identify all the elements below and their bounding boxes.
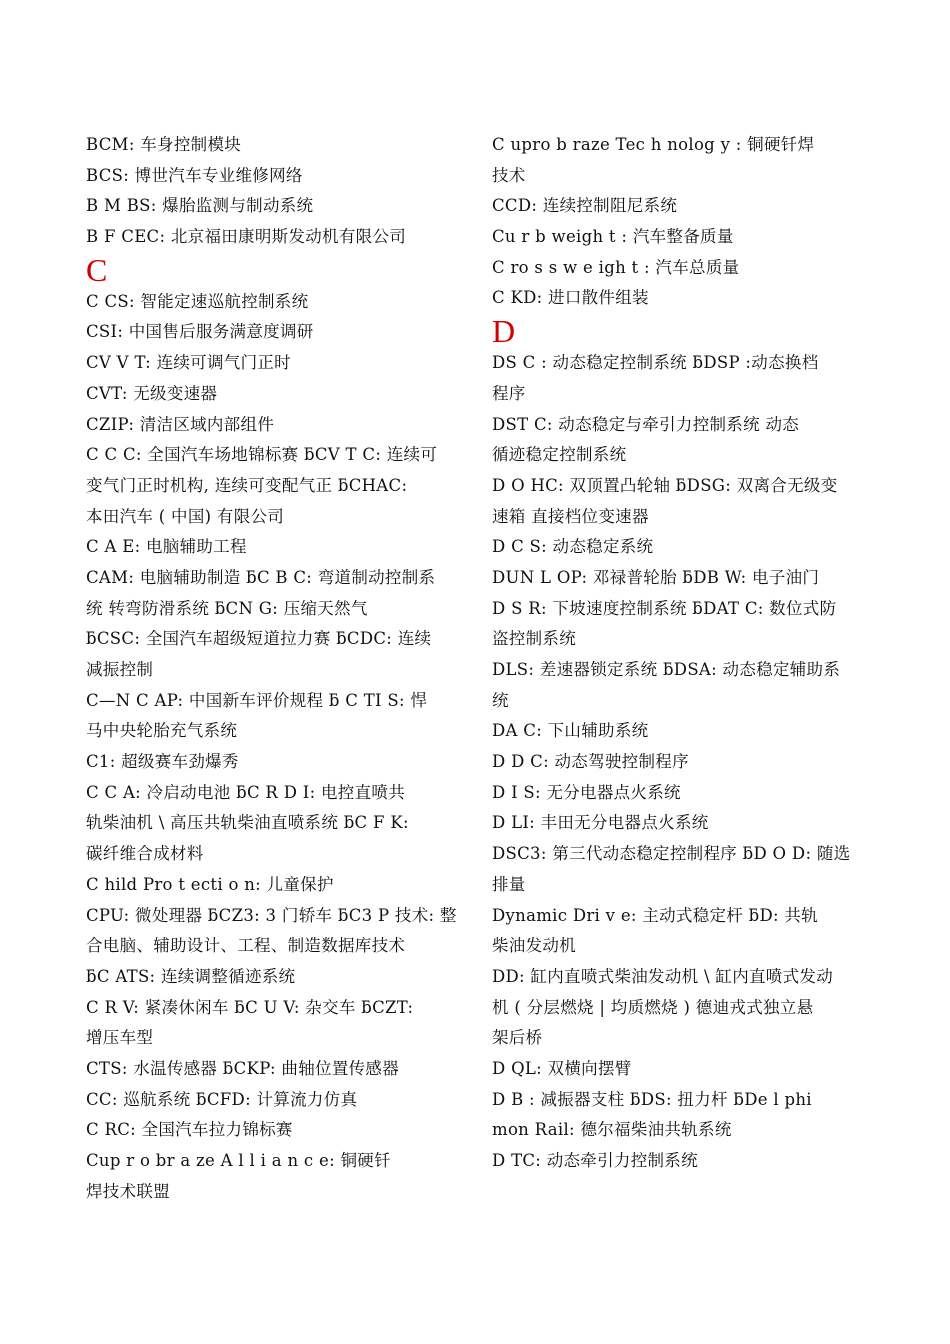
glossary-line: D QL: 双横向摆臂 (492, 1058, 632, 1078)
section-letter-heading: C (86, 252, 108, 287)
glossary-line: 柴油发动机 (492, 936, 576, 956)
glossary-line: C C A: 冷启动电池 ƃC R D I: 电控直喷共 (86, 782, 405, 802)
glossary-line: Dynamic Dri v e: 主动式稳定杆 ƃD: 共轨 (492, 905, 819, 925)
right-column (492, 130, 864, 1177)
glossary-line: 变气门正时机构, 连续可变配气正 ƃCHAC: (86, 475, 408, 495)
glossary-line: BCS: 博世汽车专业维修网络 (86, 165, 303, 185)
glossary-line: CZIP: 清洁区域内部组件 (86, 414, 275, 434)
glossary-line: 碳纤维合成材料 (86, 844, 204, 864)
glossary-line: C C C: 全国汽车场地锦标赛 ƃCV T C: 连续可 (86, 445, 438, 465)
glossary-line: CPU: 微处理器 ƃCZ3: 3 门轿车 ƃC3 P 技术: 整 (86, 905, 457, 925)
glossary-line: C upro b raze Tec h nolog y : 铜硬钎焊 (492, 135, 815, 154)
glossary-line: DS C : 动态稳定控制系统 ƃDSP :动态换档 (492, 353, 819, 373)
glossary-line: 速箱 直接档位变速器 (492, 506, 649, 526)
glossary-line: B F CEC: 北京福田康明斯发动机有限公司 (86, 227, 407, 247)
glossary-line: 马中央轮胎充气系统 (86, 721, 238, 741)
glossary-line: 机 ( 分层燃烧 | 均质燃烧 ) 德迪戎式独立悬 (492, 997, 814, 1017)
glossary-line: CC: 巡航系统 ƃCFD: 计算流力仿真 (86, 1089, 358, 1109)
glossary-line: C—N C AP: 中国新车评价规程 ƃ C TI S: 悍 (86, 690, 428, 710)
glossary-line: 技术 (492, 165, 526, 185)
glossary-line: D S R: 下坡速度控制系统 ƃDAT C: 数位式防 (492, 598, 837, 618)
glossary-line: 统 (492, 690, 509, 710)
glossary-line: DLS: 差速器锁定系统 ƃDSA: 动态稳定辅助系 (492, 660, 841, 679)
glossary-line: CVT: 无级变速器 (86, 383, 218, 403)
glossary-line: 轨柴油机 \ 高压共轨柴油直喷系统 ƃC F K: (86, 813, 409, 833)
glossary-line: CTS: 水温传感器 ƃCKP: 曲轴位置传感器 (86, 1058, 400, 1078)
glossary-line: DA C: 下山辅助系统 (492, 721, 649, 741)
glossary-line: D LI: 丰田无分电器点火系统 (492, 813, 709, 833)
glossary-line: 架后桥 (492, 1028, 543, 1048)
glossary-line: 循迹稳定控制系统 (492, 445, 627, 465)
glossary-line: 减振控制 (86, 660, 154, 679)
glossary-line: C hild Pro t ecti o n: 儿童保护 (86, 874, 334, 894)
glossary-line: DST C: 动态稳定与牵引力控制系统 动态 (492, 414, 800, 434)
glossary-line: B M BS: 爆胎监测与制动系统 (86, 196, 314, 216)
glossary-line: BCM: 车身控制模块 (86, 135, 242, 154)
glossary-line: 增压车型 (86, 1028, 154, 1048)
section-letter-heading: D (492, 314, 516, 349)
left-column (86, 130, 464, 1207)
glossary-line: C1: 超级赛车劲爆秀 (86, 752, 239, 772)
glossary-line: 合电脑、辅助设计、工程、制造数据库技术 (86, 936, 406, 956)
glossary-line: DD: 缸内直喷式柴油发动机 \ 缸内直喷式发动 (492, 966, 834, 986)
glossary-line: ƃC ATS: 连续调整循迹系统 (86, 966, 296, 986)
glossary-line: Cup r o br a ze A l l i a n c e: 铜硬钎 (86, 1151, 391, 1170)
glossary-line: 焊技术联盟 (86, 1181, 170, 1201)
glossary-line: D D C: 动态驾驶控制程序 (492, 752, 689, 772)
glossary-line: CCD: 连续控制阻尼系统 (492, 196, 678, 216)
glossary-line: D TC: 动态牵引力控制系统 (492, 1151, 698, 1170)
glossary-line: C CS: 智能定速巡航控制系统 (86, 291, 309, 311)
glossary-line: CSI: 中国售后服务满意度调研 (86, 322, 314, 342)
glossary-line: 盗控制系统 (492, 629, 576, 649)
glossary-line: C R V: 紧凑休闲车 ƃC U V: 杂交车 ƃCZT: (86, 997, 414, 1017)
glossary-line: 排量 (492, 874, 526, 894)
glossary-line: CAM: 电脑辅助制造 ƃC B C: 弯道制动控制系 (86, 567, 436, 587)
glossary-line: D I S: 无分电器点火系统 (492, 782, 681, 802)
glossary-line: CV V T: 连续可调气门正时 (86, 353, 291, 373)
glossary-line: DSC3: 第三代动态稳定控制程序 ƃD O D: 随选 (492, 844, 851, 864)
glossary-line: DUN L OP: 邓禄普轮胎 ƃDB W: 电子油门 (492, 567, 820, 587)
glossary-line: D B : 减振器支柱 ƃDS: 扭力杆 ƃDe l phi (492, 1089, 812, 1109)
glossary-line: 本田汽车 ( 中国) 有限公司 (86, 506, 285, 526)
glossary-line: D O HC: 双顶置凸轮轴 ƃDSG: 双离合无级变 (492, 475, 838, 495)
glossary-line: 统 转弯防滑系统 ƃCN G: 压缩天然气 (86, 598, 368, 618)
glossary-line: ƃCSC: 全国汽车超级短道拉力赛 ƃCDC: 连续 (86, 629, 432, 649)
glossary-line: D C S: 动态稳定系统 (492, 537, 654, 557)
glossary-line: mon Rail: 德尔福柴油共轨系统 (492, 1120, 732, 1140)
glossary-line: C RC: 全国汽车拉力锦标赛 (86, 1120, 293, 1140)
glossary-line: C KD: 进口散件组装 (492, 288, 649, 308)
glossary-line: C A E: 电脑辅助工程 (86, 537, 247, 557)
glossary-line: C ro s s w e igh t : 汽车总质量 (492, 257, 740, 277)
glossary-line: 程序 (492, 383, 526, 403)
glossary-line: Cu r b weigh t : 汽车整备质量 (492, 227, 734, 247)
